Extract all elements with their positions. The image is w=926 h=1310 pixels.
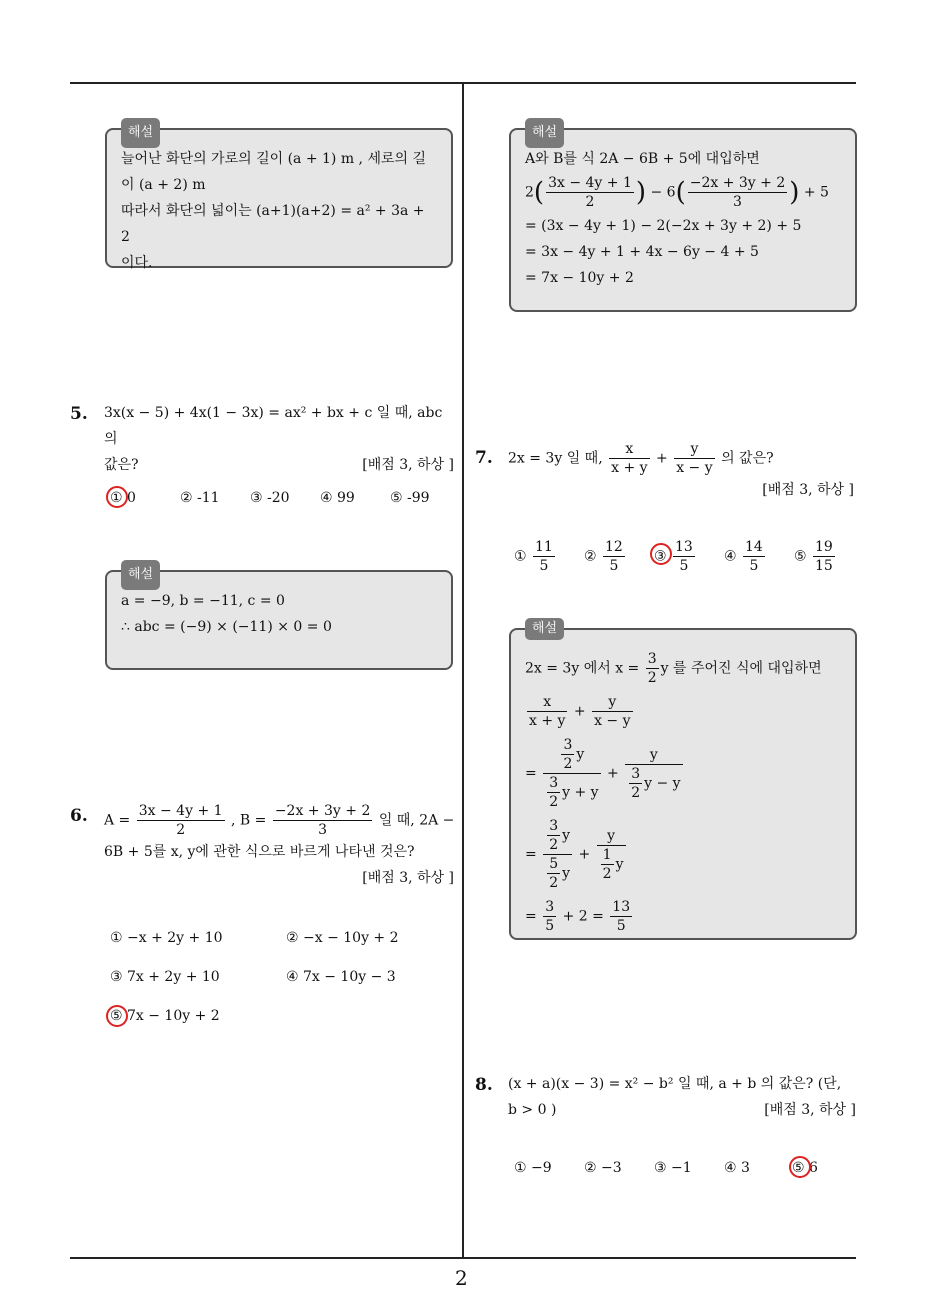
- operator: +: [578, 846, 591, 863]
- fraction: [629, 765, 642, 802]
- fraction: [547, 855, 560, 892]
- solution-box-q5: [105, 567, 453, 670]
- choice-1[interactable]: ① −9: [514, 1160, 552, 1176]
- paren: ): [789, 177, 800, 208]
- fraction: [673, 538, 695, 575]
- question-8-line: (x + a)(x − 3) = x² − b² 일 때, a + b 의 값은? (단,: [508, 1076, 842, 1092]
- compound-fraction: [543, 736, 600, 811]
- question-5-line: 값은?: [104, 457, 139, 473]
- choice-1[interactable]: [514, 538, 557, 575]
- choice-4[interactable]: ④ 99: [320, 490, 355, 506]
- fraction-num: −2x + 3y + 2: [689, 175, 786, 191]
- fraction-num: x: [609, 440, 649, 459]
- choice-5[interactable]: ⑤ 6: [792, 1160, 818, 1176]
- question-6-points: [배점 3, 하상 ]: [362, 870, 454, 886]
- question-7-text: [508, 440, 854, 503]
- question-8-points: [배점 3, 하상 ]: [764, 1102, 856, 1118]
- fraction: [533, 538, 555, 575]
- operator: + 5: [803, 184, 829, 201]
- fraction-den: 2: [631, 784, 641, 801]
- question-number-6: 6.: [70, 806, 88, 826]
- answer-circle-q8: [789, 1156, 811, 1178]
- choice-1[interactable]: ① 0: [110, 490, 136, 506]
- choice-4[interactable]: [724, 538, 767, 575]
- fraction: [527, 693, 567, 730]
- question-8-line: b > 0 ): [508, 1102, 557, 1118]
- fraction: [674, 440, 714, 477]
- solution-line: 따라서 화단의 넓이는 (a+1)(a+2) = a² + 3a + 2: [121, 203, 425, 245]
- choice-mark: ④: [724, 548, 737, 565]
- fraction-num: 1: [602, 846, 612, 863]
- fraction-den: 2: [549, 875, 559, 891]
- equals: =: [525, 846, 537, 863]
- compound-fraction: [625, 746, 682, 802]
- question-6-line2: 6B + 5를 x, y에 관한 식으로 바르게 나타낸 것은?: [104, 844, 415, 860]
- fraction-den: 5: [533, 556, 555, 575]
- fraction-den: $\frac{3}{2}$ y + y: [549, 775, 599, 810]
- fraction: [592, 693, 632, 730]
- fraction-den: x + y: [529, 713, 566, 729]
- fraction: [813, 538, 835, 575]
- choice-3[interactable]: ③ -20: [250, 490, 290, 506]
- choice-5[interactable]: ⑤ 7x − 10y + 2: [110, 1008, 220, 1024]
- fraction-num: 11: [535, 539, 553, 555]
- fraction-den: 2: [602, 865, 612, 882]
- fraction-den: 15: [815, 558, 833, 574]
- choice-4[interactable]: ④ 7x − 10y − 3: [286, 969, 396, 985]
- question-6-choices: [110, 930, 450, 1040]
- fraction-den: x + y: [611, 460, 648, 476]
- solution-line: [525, 817, 841, 892]
- solution-text: + 2 =: [562, 908, 604, 925]
- solution-line: 늘어난 화단의 가로의 길이 (a + 1) m , 세로의 길: [121, 151, 426, 167]
- question-5-points: [배점 3, 하상 ]: [362, 457, 454, 473]
- fraction-den: 5: [673, 556, 695, 575]
- column-divider: [462, 84, 464, 1258]
- question-6-tail: 일 때, 2A −: [378, 812, 455, 829]
- question-7-choices: [514, 538, 854, 578]
- solution-line: 이다.: [121, 255, 153, 271]
- fraction-num: 5: [549, 856, 559, 872]
- fraction-num: 3: [647, 651, 657, 667]
- operator: +: [573, 703, 586, 720]
- solution-line: [525, 174, 841, 211]
- choice-3[interactable]: ③ 7x + 2y + 10: [110, 969, 220, 985]
- fraction: [601, 846, 614, 883]
- fraction-den: 2: [549, 794, 559, 810]
- fraction: [546, 174, 634, 211]
- fraction: [646, 650, 659, 687]
- fraction-den: 5: [616, 918, 626, 934]
- operator: +: [656, 450, 668, 467]
- fraction: [688, 174, 788, 211]
- question-5-line: 3x(x − 5) + 4x(1 − 3x) = ax² + bx + c 일 때, abc 의: [104, 405, 443, 447]
- solution-text: 2x = 3y 에서 x =: [525, 660, 640, 677]
- page-number: 2: [455, 1266, 468, 1290]
- solution-line: [525, 898, 841, 935]
- solution-tag: 해설: [525, 618, 564, 640]
- solution-line: A와 B를 식 2A − 6B + 5에 대입하면: [525, 151, 760, 167]
- choice-mark: ①: [514, 548, 527, 565]
- fraction-num: 3: [549, 775, 559, 791]
- solution-line: [525, 650, 841, 687]
- fraction: [603, 538, 625, 575]
- solution-line: = 7x − 10y + 2: [525, 270, 634, 286]
- choice-2[interactable]: ② −3: [584, 1160, 622, 1176]
- paren: (: [675, 177, 686, 208]
- choice-5[interactable]: ⑤ -99: [390, 490, 430, 506]
- fraction-den: $\frac{5}{2}$ y: [549, 856, 571, 891]
- fraction-den: 2: [585, 194, 595, 210]
- fraction-den: 2: [647, 670, 657, 686]
- solution-line: = 3x − 4y + 1 + 4x − 6y − 4 + 5: [525, 244, 759, 260]
- choice-2[interactable]: ② −x − 10y + 2: [286, 930, 399, 946]
- fraction-den: x − y: [676, 460, 713, 476]
- fraction-num: 14: [745, 539, 763, 555]
- fraction-num: y: [597, 827, 626, 846]
- fraction-num: 19: [815, 539, 833, 555]
- fraction-num: 12: [605, 539, 623, 555]
- fraction-num: 3: [545, 899, 555, 915]
- equals: =: [525, 908, 537, 925]
- bottom-rule: [70, 1257, 856, 1259]
- solution-box-area: [105, 125, 453, 271]
- question-5-text: [104, 400, 454, 478]
- fraction-den: 3: [318, 822, 328, 838]
- equals: =: [525, 765, 537, 782]
- choice-4[interactable]: ④ 3: [724, 1160, 750, 1176]
- choice-2[interactable]: [584, 538, 627, 575]
- solution-box-q6: [509, 125, 857, 312]
- choice-mark: ③: [654, 548, 667, 565]
- fraction-num: 3: [563, 737, 573, 753]
- solution-tag: 해설: [525, 118, 564, 148]
- fraction-den: 3: [733, 194, 742, 210]
- solution-text: y 를 주어진 식에 대입하면: [660, 660, 822, 677]
- question-8-text: [508, 1071, 856, 1123]
- choice-3[interactable]: ③ −1: [654, 1160, 692, 1176]
- choice-1[interactable]: ① −x + 2y + 10: [110, 930, 223, 946]
- fraction-den: 2: [563, 756, 573, 772]
- operator: +: [607, 765, 619, 782]
- fraction-num: 3: [631, 765, 641, 782]
- fraction-den: $\frac{1}{2}$ y: [602, 846, 624, 882]
- question-7-tail: 의 값은?: [721, 450, 774, 467]
- fraction: [609, 440, 649, 477]
- fraction-num: 13: [675, 539, 693, 555]
- fraction-num: $\frac{3}{2}$ y: [543, 817, 572, 855]
- solution-line: [525, 736, 841, 811]
- fraction-num: x: [527, 693, 567, 712]
- question-number-5: 5.: [70, 404, 88, 424]
- fraction-den: 2: [176, 822, 186, 838]
- coef: 2: [525, 184, 534, 201]
- fraction: [743, 538, 765, 575]
- answer-circle-q6: [106, 1005, 128, 1027]
- solution-tag: 해설: [121, 560, 160, 590]
- fraction-num: y: [625, 746, 682, 765]
- fraction: [543, 898, 556, 935]
- fraction-b: [273, 802, 373, 839]
- solution-line: 이 (a + 2) m: [121, 177, 206, 193]
- paren: (: [533, 177, 545, 208]
- choice-mark: ⑤: [794, 548, 807, 565]
- fraction-num: $\frac{3}{2}$ y: [543, 736, 600, 774]
- question-6-text: [104, 802, 454, 891]
- fraction: [547, 774, 560, 811]
- fraction-den: 2: [549, 837, 559, 853]
- paren: ): [635, 177, 647, 208]
- fraction-a: [137, 802, 225, 839]
- question-7-line1: [508, 440, 854, 477]
- answer-circle-q5: [106, 486, 128, 508]
- fraction-num: 13: [612, 899, 631, 915]
- solution-line: ∴ abc = (−9) × (−11) × 0 = 0: [121, 619, 332, 635]
- fraction-num: y: [592, 693, 632, 712]
- fraction-num: 3: [549, 818, 559, 834]
- fraction: [610, 898, 632, 935]
- question-7-lead: 2x = 3y 일 때,: [508, 450, 603, 467]
- solution-line: a = −9, b = −11, c = 0: [121, 593, 285, 609]
- fraction-den: $\frac{3}{2}$ y − y: [631, 765, 681, 801]
- choice-5[interactable]: [794, 538, 837, 575]
- fraction: [561, 736, 574, 773]
- question-number-8: 8.: [475, 1075, 493, 1095]
- solution-tag: 해설: [121, 118, 160, 148]
- fraction-num: −2x + 3y + 2: [274, 803, 371, 819]
- choice-mark: ②: [584, 548, 597, 565]
- operator: − 6: [650, 184, 676, 201]
- solution-box-q7: [509, 621, 857, 940]
- fraction-num: 3x − 4y + 1: [138, 803, 223, 819]
- compound-fraction: [543, 817, 572, 892]
- choice-2[interactable]: ② -11: [180, 490, 220, 506]
- question-7-points: [배점 3, 하상 ]: [762, 482, 854, 498]
- answer-circle-q7: [650, 543, 672, 565]
- fraction-den: 5: [743, 556, 765, 575]
- solution-line: [525, 693, 841, 730]
- fraction-num: y: [674, 440, 714, 459]
- question-number-7: 7.: [475, 448, 493, 468]
- compound-fraction: [597, 827, 626, 883]
- fraction-den: 5: [603, 556, 625, 575]
- label-b: , B =: [231, 812, 267, 829]
- fraction: [547, 817, 560, 854]
- solution-line: = (3x − 4y + 1) − 2(−2x + 3y + 2) + 5: [525, 218, 802, 234]
- fraction-den: 5: [545, 918, 555, 934]
- fraction-den: x − y: [594, 713, 631, 729]
- fraction-num: 3x − 4y + 1: [548, 175, 632, 191]
- label-a: A =: [104, 812, 131, 829]
- question-6-line1: [104, 802, 454, 839]
